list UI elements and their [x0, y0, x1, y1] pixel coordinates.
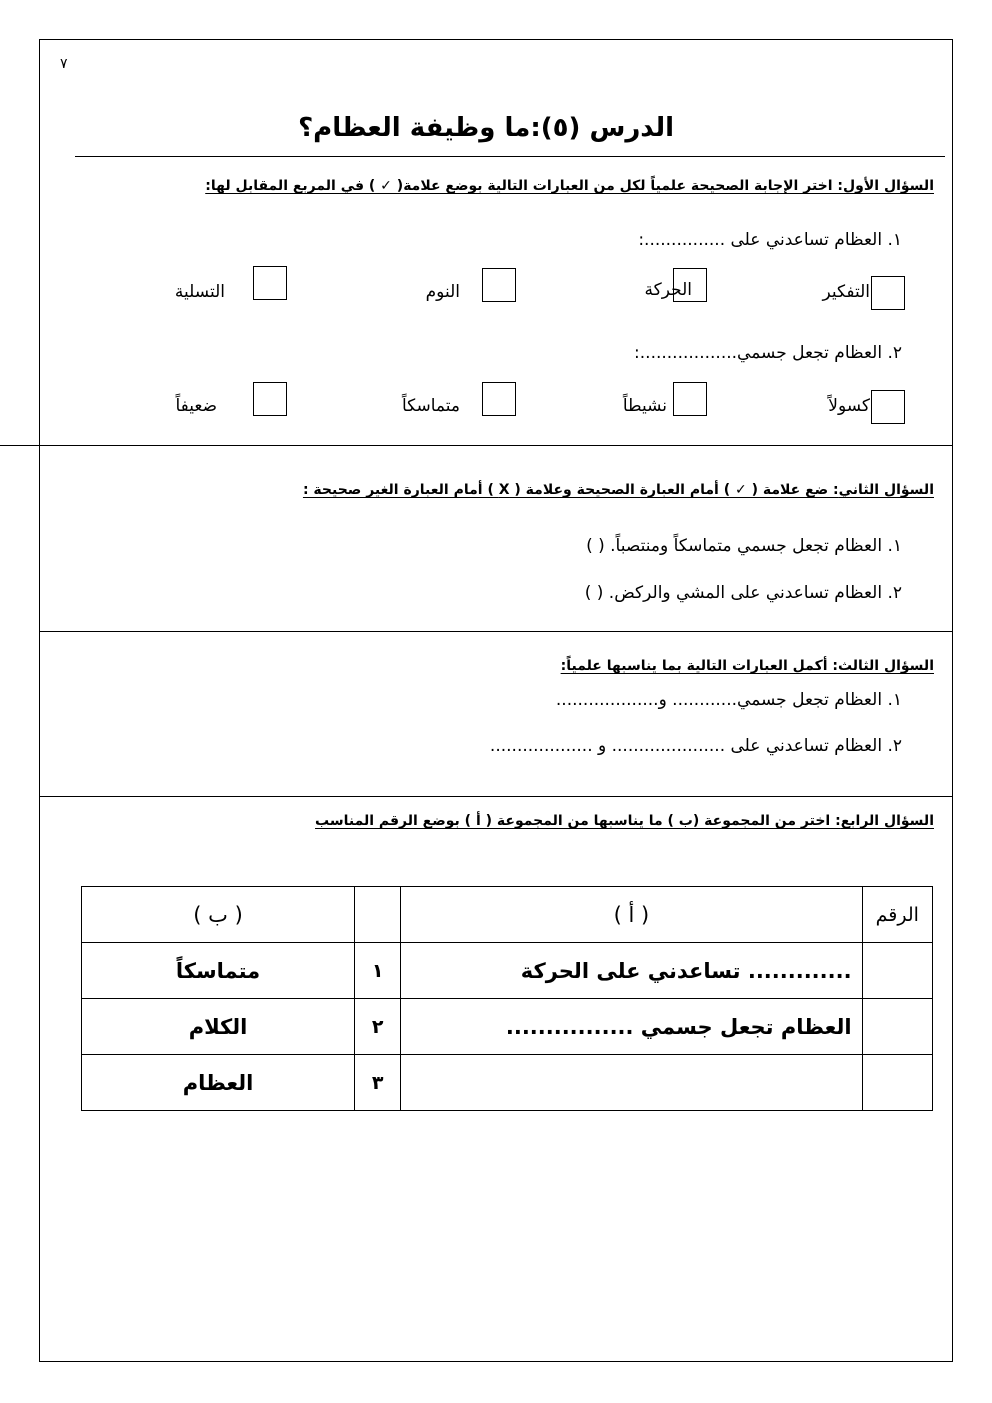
q1-instruction: : اختر الإجابة الصحيحة علمياً لكل من العبارات التالية بوضع علامة( ✓ ) في المربع المقابل لها:	[205, 178, 844, 194]
q1-item-2: ٢. العظام تجعل جسمي..................:	[634, 343, 902, 363]
q1-item-2-option-3: متماسكاً	[401, 396, 460, 416]
q2-instruction: : ضع علامة ( ✓ ) أمام العبارة الصحيحة وعلامة ( X ) أمام العبارة الغير صحيحة :	[302, 482, 839, 498]
q1-item-2-checkbox-1[interactable]	[871, 390, 905, 424]
q1-item-1-checkbox-3[interactable]	[482, 268, 516, 302]
q4-heading	[315, 813, 934, 829]
q3-item-2: ٢. العظام تساعدني على ..................... و ...................	[489, 736, 902, 756]
header-group-a: ( أ )	[401, 887, 862, 943]
divider-1	[0, 445, 953, 446]
q2-item-2: ٢. العظام تساعدني على المشي والركض. ( )	[584, 583, 902, 603]
q2-label: السؤال الثاني	[838, 482, 934, 498]
header-number: الرقم	[862, 887, 932, 943]
q1-heading	[205, 178, 934, 194]
q1-label: السؤال الأول	[843, 178, 934, 194]
q3-instruction: : أكمل العبارات التالية بما يناسبها علمياً:	[560, 658, 838, 674]
header-group-b: ( ب )	[82, 887, 355, 943]
table-row	[82, 943, 933, 999]
row-number: ٣	[355, 1055, 401, 1111]
group-a-cell: ............. تساعدني على الحركة	[401, 943, 862, 999]
q1-item-1-checkbox-1[interactable]	[871, 276, 905, 310]
q1-item-1: ١. العظام تساعدني على ...............:	[638, 230, 902, 250]
title-underline	[75, 156, 945, 157]
q1-item-1-option-2: الحركة	[644, 280, 692, 300]
table-header-row	[82, 887, 933, 943]
page-number: ٧	[60, 56, 68, 72]
lesson-title: الدرس (٥):ما وظيفة العظام؟	[298, 113, 674, 143]
group-b-cell: الكلام	[82, 999, 355, 1055]
table-row	[82, 999, 933, 1055]
row-number: ١	[355, 943, 401, 999]
q1-item-1-checkbox-2[interactable]	[673, 268, 707, 302]
q2-item-1: ١. العظام تجعل جسمي متماسكاً ومنتصباً. ( )	[586, 536, 902, 556]
group-b-cell: العظام	[82, 1055, 355, 1111]
divider-2	[39, 631, 953, 632]
q1-item-2-checkbox-4[interactable]	[253, 382, 287, 416]
divider-3	[39, 796, 953, 797]
q3-label: السؤال الثالث	[837, 658, 934, 674]
answer-cell[interactable]	[862, 999, 932, 1055]
group-a-cell: العظام تجعل جسمي ................	[401, 999, 862, 1055]
answer-cell[interactable]	[862, 943, 932, 999]
q1-item-2-checkbox-2[interactable]	[673, 382, 707, 416]
group-b-cell: متماسكاً	[82, 943, 355, 999]
matching-table	[81, 886, 933, 1111]
q1-item-2-option-4: ضعيفاً	[175, 396, 217, 416]
table-row	[82, 1055, 933, 1111]
q4-instruction: : اختر من المجموعة (ب ) ما يناسبها من المجموعة ( أ ) بوضع الرقم المناسب	[315, 813, 841, 829]
q1-item-2-checkbox-3[interactable]	[482, 382, 516, 416]
q1-item-1-option-4: التسلية	[174, 282, 225, 302]
q1-item-2-option-1: كسولاً	[828, 396, 870, 416]
q1-item-1-option-3: النوم	[425, 282, 460, 302]
q3-item-1: ١. العظام تجعل جسمي............ و...................	[555, 690, 902, 710]
q1-item-1-checkbox-4[interactable]	[253, 266, 287, 300]
header-blank	[355, 887, 401, 943]
row-number: ٢	[355, 999, 401, 1055]
answer-cell[interactable]	[862, 1055, 932, 1111]
q4-label: السؤال الرابع	[840, 813, 934, 829]
q1-item-1-option-1: التفكير	[822, 282, 870, 302]
group-a-cell	[401, 1055, 862, 1111]
q1-item-2-option-2: نشيطاً	[622, 396, 667, 416]
q2-heading	[303, 482, 934, 498]
q3-heading	[561, 658, 934, 674]
